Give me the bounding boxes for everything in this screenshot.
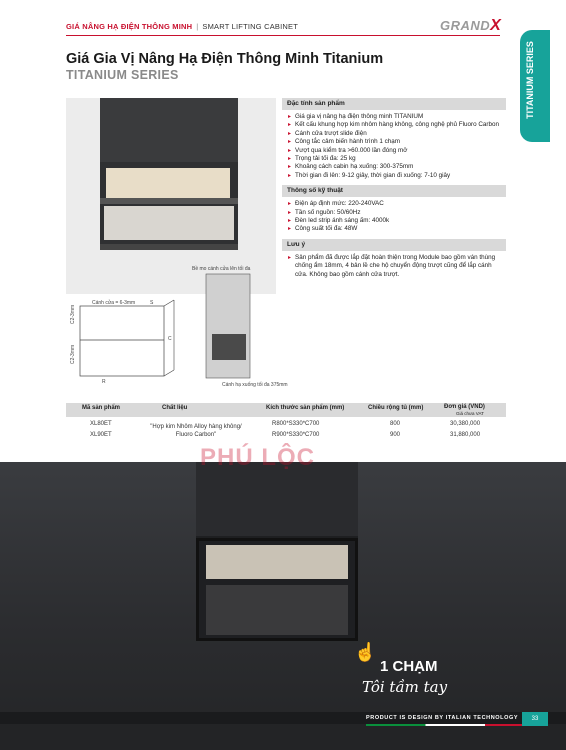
logo-x: X (490, 17, 502, 34)
row-price: 30,380,000 (450, 421, 481, 427)
side-tab (520, 30, 550, 142)
dimension-s-label: S (150, 300, 154, 306)
dimension-diagram (66, 264, 296, 394)
note-item: ▸ Sản phẩm đã được lắp đặt hoàn thiện trong Module bao gồm ván thùng chống ẩm 18mm, 4 bản lề che hộ chuyển động trượt cũng để lắp cánh cửa. Không bao gồm cánh cửa trượt. (288, 254, 502, 279)
depth-line-bottom (164, 370, 174, 376)
header-size: Kích thước sản phẩm (mm) (266, 405, 345, 411)
row-price: 31,880,000 (450, 432, 481, 438)
feature-item: ▸ Khoảng cách cabin hạ xuống: 300-375mm (288, 163, 502, 171)
row-size: R800*S330*C700 (272, 421, 320, 427)
italian-flag-stripe (366, 724, 546, 726)
feature-item: ▸ Giá gia vị nâng hạ điện thông minh TITANIUM (288, 113, 502, 121)
side-top-label: Bề mo cánh cửa lên tối đa (192, 266, 251, 272)
header-divider (66, 35, 500, 36)
side-cabinet-outline (206, 274, 250, 378)
specs-panel (282, 98, 506, 284)
header-price: Đơn giá (VND) (444, 404, 485, 410)
technical-item: ▸ Điện áp định mức: 220-240VAC (288, 200, 502, 208)
row-code: XL90ET (90, 432, 112, 438)
depth-line-top (164, 300, 174, 306)
dimension-r-label: R (102, 379, 106, 385)
row-width: 800 (390, 421, 401, 427)
feature-item: ▸ Thời gian đi lên: 9-12 giây, thời gian đi xuống: 7-10 giây (288, 172, 502, 180)
header-category: GIÁ NÂNG HẠ ĐIỆN THÔNG MINH (66, 22, 193, 31)
side-lift-unit (212, 334, 246, 360)
page-number: 33 (522, 712, 548, 726)
side-bottom-label: Cánh hạ xuống tối đa 375mm (222, 382, 288, 388)
door-dimension-label: Cánh cửa = 6-3mm (92, 300, 136, 306)
table-header (66, 403, 506, 417)
header-width: Chiều rộng tủ (mm) (368, 405, 424, 411)
touch-hand-icon: ☝ (354, 642, 377, 662)
slogan-line-1: 1 CHẠM (380, 658, 438, 675)
brand-logo (440, 17, 501, 35)
feature-item: ▸ Kết cấu khung hợp kim nhôm hàng không, công nghệ phủ Fluoro Carbon (288, 121, 502, 129)
technical-item: ▸ Đèn led strip ánh sáng ấm: 4000k (288, 217, 502, 225)
side-tab-label: TITANIUM SERIES (525, 41, 535, 119)
wall-cabinet-image (196, 462, 358, 538)
technical-heading: Thông số kỹ thuật (282, 185, 506, 197)
header-material: Chất liệu (162, 405, 188, 411)
height-label-2: C2-3mm (70, 344, 76, 364)
feature-item: ▸ Trọng tải tối đa: 25 kg (288, 155, 502, 163)
header-breadcrumb (66, 22, 298, 31)
page-header (0, 0, 566, 44)
cabinet-door-image (100, 98, 238, 162)
header-code: Mã sản phẩm (82, 405, 121, 411)
row-code: XL80ET (90, 421, 112, 427)
feature-item: ▸ Cánh cửa trượt slide điện (288, 130, 502, 138)
diagram-svg (66, 264, 296, 394)
upper-shelf-image (106, 168, 230, 198)
cabinet-bottom-bar (100, 244, 238, 250)
series-subtitle: TITANIUM SERIES (66, 68, 179, 82)
floor-image (0, 724, 566, 750)
technical-item: ▸ Công suất tối đa: 48W (288, 225, 502, 233)
header-separator: | (196, 22, 199, 31)
header-price-note: Giá chưa VAT (456, 411, 484, 416)
footer-text: PRODUCT IS DESIGN BY ITALIAN TECHNOLOGY (366, 715, 519, 721)
dimension-c-label: C (168, 336, 172, 342)
page-title: Giá Gia Vị Nâng Hạ Điện Thông Minh Titanium (66, 51, 384, 67)
feature-item: ▸ Vượt qua kiểm tra >60.000 lần đóng mở (288, 147, 502, 155)
features-heading: Đặc tính sản phẩm (282, 98, 506, 110)
note-list (282, 251, 506, 284)
row-material: "Hợp kim Nhôm Alloy hàng không/ Fluoro Carbon" (150, 424, 242, 438)
slogan-line-2: Tôi tầm tay (362, 678, 448, 696)
lift-lower-shelf-image (206, 585, 348, 635)
row-width: 900 (390, 432, 401, 438)
header-subcategory: SMART LIFTING CABINET (202, 22, 298, 31)
note-heading: Lưu ý (282, 239, 506, 251)
shelf-divider-image (100, 198, 238, 204)
logo-text: GRAND (440, 18, 491, 33)
technical-item: ▸ Tần số nguồn: 50/60Hz (288, 209, 502, 217)
front-cabinet-outline (80, 306, 164, 376)
features-list (282, 110, 506, 185)
technical-list (282, 197, 506, 239)
lift-upper-shelf-image (206, 545, 348, 579)
lower-shelf-image (104, 206, 234, 240)
watermark: PHÚ LỘC (200, 444, 315, 471)
feature-item: ▸ Công tắc cảm biến hành trình 1 chạm (288, 138, 502, 146)
row-size: R900*S330*C700 (272, 432, 320, 438)
height-label-1: C2-3mm (70, 304, 76, 324)
